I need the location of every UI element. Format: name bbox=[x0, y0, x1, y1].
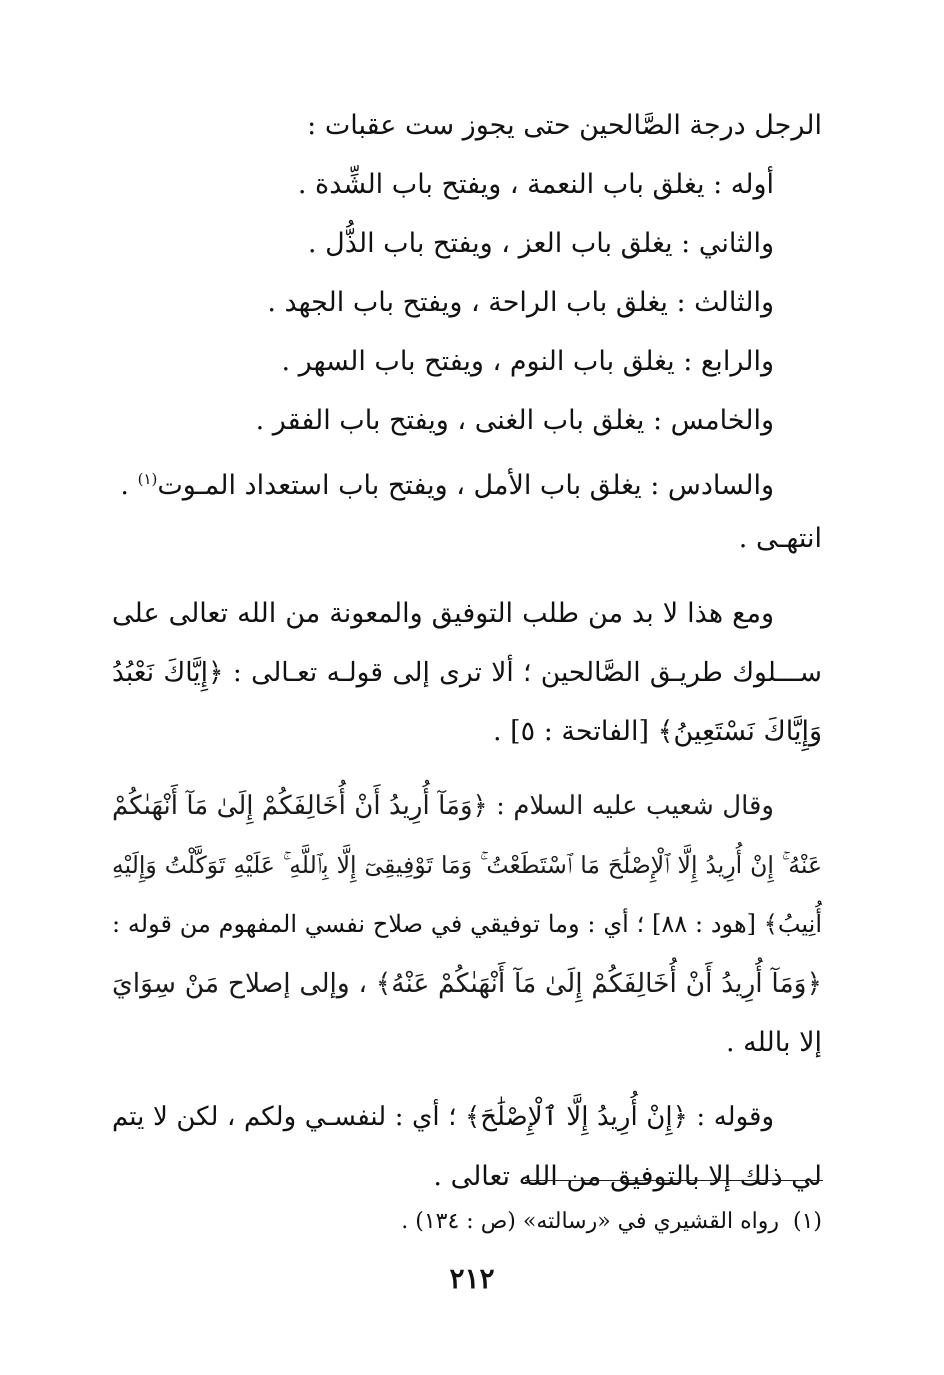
text-line: ومع هذا لا بد من طلب التوفيق والمعونة من الله تعالى على bbox=[112, 598, 774, 629]
footnote-marker: (١) bbox=[137, 470, 158, 488]
text-line: والرابع : يغلق باب النوم ، ويفتح باب السهر . bbox=[281, 346, 774, 377]
paragraph-gap bbox=[112, 761, 822, 777]
text-line: وَإِيَّاكَ نَسْتَعِينُ﴾ [الفاتحة : ٥] . bbox=[492, 716, 822, 747]
text-line: وقال شعيب عليه السلام : ﴿وَمَآ أُرِيدُ أَنْ أُخَالِفَكُمْ إِلَىٰ مَآ أَنْهَىٰكُمْ bbox=[112, 791, 774, 821]
page-number: ٢١٢ bbox=[449, 1262, 495, 1295]
footnote-number: (١) bbox=[792, 1209, 822, 1234]
text-line: لي ذلك إلا بالتوفيق من الله تعالى . bbox=[433, 1161, 822, 1192]
text-line: انتهـى . bbox=[738, 523, 822, 554]
footnote-text: رواه القشيري في «رسالته» (ص : ١٣٤) . bbox=[401, 1209, 779, 1234]
text-line: والخامس : يغلق باب الغنى ، ويفتح باب الفقر . bbox=[255, 405, 774, 436]
text-line-with-footnote bbox=[112, 450, 822, 509]
text-fragment: والسادس : يغلق باب الأمل ، ويفتح باب استعداد المـوت bbox=[157, 470, 774, 501]
text-line: والثاني : يغلق باب العز ، ويفتح باب الذُّل . bbox=[307, 228, 774, 259]
page-body bbox=[112, 96, 822, 1206]
text-line: ﴿وَمَآ أُرِيدُ أَنْ أُخَالِفَكُمْ إِلَىٰ مَآ أَنْهَىٰكُمْ عَنْهُ﴾ ، وإلى إصلاح مَنْ سِوَايَ bbox=[112, 968, 822, 999]
paragraph-gap bbox=[112, 568, 822, 584]
text-line: أُنِيبُ﴾ [هود : ٨٨] ؛ أي : وما توفيقي في صلاح نفسي المفهوم من قوله : bbox=[112, 910, 822, 938]
footnote bbox=[112, 1204, 822, 1240]
text-line: أوله : يغلق باب النعمة ، ويفتح باب الشِّدة . bbox=[297, 169, 774, 200]
text-line: والثالث : يغلق باب الراحة ، ويفتح باب الجهد . bbox=[267, 287, 774, 318]
text-line: إلا بالله . bbox=[725, 1027, 822, 1058]
footnote-separator bbox=[525, 1180, 823, 1181]
paragraph-gap bbox=[112, 1072, 822, 1088]
text-line: الرجل درجة الصَّالحين حتى يجوز ست عقبات : bbox=[307, 110, 822, 141]
text-line: وقوله : ﴿إِنْ أُرِيدُ إِلَّا ٱلْإِصْلَٰحَ﴾ ؛ أي : لنفسـي ولكم ، لكن لا يتم bbox=[112, 1102, 774, 1132]
text-line: عَنْهُ ۚ إِنْ أُرِيدُ إِلَّا ٱلْإِصْلَٰحَ مَا ٱسْتَطَعْتُ ۚ وَمَا تَوْفِيقِىٓ إِلَّا بِٱللَّهِ ۚ عَلَيْهِ تَوَكَّلْتُ وَإِلَيْهِ bbox=[112, 851, 822, 879]
text-line: ســـلوك طريـق الصَّالحين ؛ ألا ترى إلى قولـه تعـالى : ﴿إِيَّاكَ نَعْبُدُ bbox=[112, 657, 822, 688]
text-fragment: . bbox=[120, 470, 138, 501]
